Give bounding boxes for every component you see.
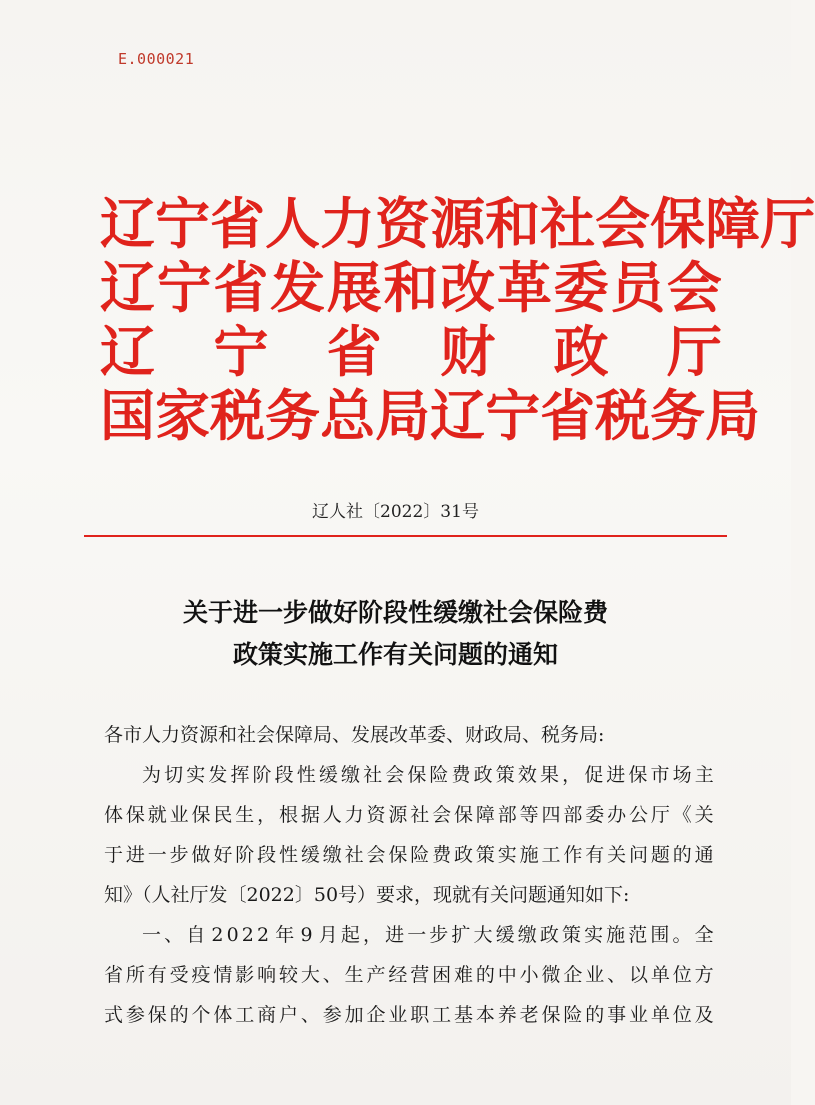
issuer-char: 厅 [760,191,815,256]
body-line: 知》（人社厅发〔2022〕50号）要求，现就有关问题通知如下: [104,884,630,906]
issuer-char: 革 [496,255,552,320]
issuer-char: 务 [265,383,321,448]
body-line: 体 保 就 业 保 民 生 ， 根 据 人 力 资 源 社 会 保 障 部 等 四 部 委 办 公 厅 《 关 [104,804,714,826]
issuer-char: 会 [666,255,722,320]
issuer-char: 资 [375,191,431,256]
issuer-char: 省 [213,255,269,320]
issuer-char: 员 [610,255,666,320]
issuer-char: 总 [320,383,376,448]
issuer-char: 障 [705,191,761,256]
issuer-char: 税 [210,383,266,448]
issuer-char: 会 [595,191,651,256]
issuer-char: 省 [210,191,266,256]
issuer-char: 保 [650,191,706,256]
issuer-line [100,383,761,448]
salutation: 各市人力资源和社会保障局、发展改革委、财政局、税务局: [104,724,605,746]
issuer-char: 展 [326,255,382,320]
issuer-char: 辽 [100,255,156,320]
issuer-char: 政 [553,319,609,384]
body-line: 于 进 一 步 做 好 阶 段 性 缓 缴 社 会 保 险 费 政 策 实 施 工 作 有 关 问 题 的 通 [104,844,714,866]
issuer-char: 省 [540,383,596,448]
issuer-line [100,256,722,320]
issuer-char: 辽 [100,191,156,256]
issuer-char: 家 [155,383,211,448]
issuer-char: 力 [320,191,376,256]
title-line-2: 政策实施工作有关问题的通知 [232,640,558,669]
document-body [104,715,714,1035]
issuer-char: 厅 [666,319,722,384]
issuer-char: 宁 [213,319,269,384]
issuer-char: 社 [540,191,596,256]
issuer-char: 务 [650,383,706,448]
document-title [0,592,791,676]
body-line: 式 参 保 的 个 体 工 商 户 、 参 加 企 业 职 工 基 本 养 老 保 险 的 事 业 单 位 及 [104,1004,714,1026]
issuer-char: 宁 [485,383,541,448]
document-number: 辽人社〔2022〕31号 [312,502,479,522]
body-line: 为 切 实 发 挥 阶 段 性 缓 缴 社 会 保 险 费 政 策 效 果 ， 促 进 保 市 场 主 [142,764,714,786]
issuer-char: 辽 [430,383,486,448]
issuer-char: 委 [553,255,609,320]
issuer-char: 省 [326,319,382,384]
issuer-char: 宁 [155,191,211,256]
title-line-1: 关于进一步做好阶段性缓缴社会保险费 [182,598,608,627]
issuer-char: 发 [270,255,326,320]
issuer-char: 局 [375,383,431,448]
issuer-char: 源 [430,191,486,256]
issuer-char: 税 [595,383,651,448]
issuer-char: 辽 [100,319,156,384]
issuer-char: 改 [440,255,496,320]
issuer-char: 国 [100,383,156,448]
issuer-char: 财 [440,319,496,384]
issuer-line [100,191,815,256]
body-line: 一 、 自 2 0 2 2 年 9 月 起 ， 进 一 步 扩 大 缓 缴 政 策 实 施 范 围 。 全 [142,924,714,946]
issuer-char: 宁 [156,255,212,320]
issuer-char: 人 [265,191,321,256]
issuer-char: 局 [705,383,761,448]
issuer-block [100,191,815,448]
body-line: 省 所 有 受 疫 情 影 响 较 大 、 生 产 经 营 困 难 的 中 小 微 企 业 、 以 单 位 方 [104,964,714,986]
serial-number: E.000021 [118,50,195,68]
issuer-char: 和 [383,255,439,320]
issuer-line [100,320,722,384]
issuer-char: 和 [485,191,541,256]
red-divider [84,535,727,537]
